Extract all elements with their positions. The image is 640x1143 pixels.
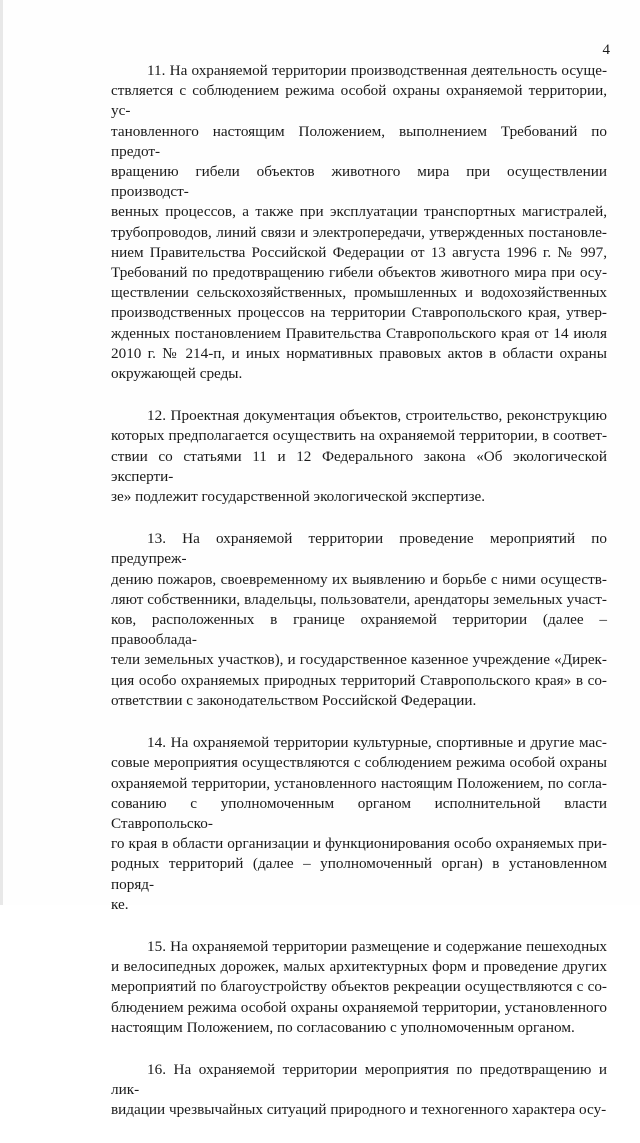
text-line: дению пожаров, своевременному их выявлению и борьбе с ними осуществ-	[111, 570, 607, 588]
text-line: ществлении сельскохозяйственных, промышленных и водохозяйственных	[111, 284, 607, 302]
text-line: венных процессов, а также при эксплуатации транспортных магистралей,	[111, 203, 607, 221]
text-line: ляют собственники, владельцы, пользователи, арендаторы земельных участ-	[111, 590, 607, 608]
text-line: 16. На охраняемой территории мероприятия по предотвращению и лик-	[111, 1060, 607, 1099]
text-line: 11. На охраняемой территории производственная деятельность осуще-	[147, 62, 607, 79]
paragraph-1	[111, 61, 607, 384]
text-line: 12. Проектная документация объектов, строительство, реконструкцию	[147, 407, 607, 425]
text-line: тановленного настоящим Положением, выполнением Требований по предот-	[111, 122, 607, 160]
paragraph-2	[111, 406, 607, 507]
text-line: Требований по предотвращению гибели объектов животного мира при осу-	[111, 264, 607, 282]
text-line: производственных процессов на территории Ставропольского края, утвер-	[111, 304, 607, 322]
text-line: окружающей среды.	[111, 365, 243, 383]
text-line: 2010 г. № 214-п, и иных нормативных правовых актов в области охраны	[111, 344, 607, 362]
text-line: вращению гибели объектов животного мира при осуществлении производст-	[111, 163, 607, 201]
text-line: мероприятий по благоустройству объектов рекреации осуществляются с со-	[111, 978, 607, 996]
text-line: родных территорий (далее – уполномоченный орган) в установленном поряд-	[111, 855, 607, 893]
text-line: ков, расположенных в границе охраняемой территории (далее – правооблада-	[111, 611, 607, 649]
page-number: 4	[602, 42, 610, 58]
paragraph-3	[111, 529, 607, 711]
text-line: го края в области организации и функционирования особо охраняемых при-	[111, 835, 607, 853]
document-body	[111, 61, 607, 1143]
text-line: блюдением режима особой охраны охраняемой территории, установленного	[111, 998, 607, 1016]
text-line: ция особо охраняемых природных территорий Ставропольского края» в со-	[111, 671, 607, 689]
text-line: настоящим Положением, по согласованию с уполномоченным органом.	[111, 1018, 575, 1036]
text-line: ствии со статьями 11 и 12 Федерального закона «Об экологической эксперти-	[111, 447, 607, 485]
text-line: зе» подлежит государственной экологической экспертизе.	[111, 488, 486, 506]
text-line: совые мероприятия осуществляются с соблюдением режима особой охраны	[111, 754, 607, 772]
text-line: жденных постановлением Правительства Ставропольского края от 14 июля	[111, 324, 607, 342]
text-line: ке.	[111, 895, 129, 913]
text-line: 15. На охраняемой территории размещение и содержание пешеходных	[147, 937, 607, 955]
text-line: 14. На охраняемой территории культурные, спортивные и другие мас-	[147, 734, 607, 752]
paragraph-5	[111, 937, 607, 1038]
paragraph-6	[111, 1060, 607, 1121]
text-line: тели земельных участков), и государственное казенное учреждение «Дирек-	[111, 651, 607, 669]
text-line: ствляется с соблюдением режима особой охраны охраняемой территории, ус-	[111, 82, 607, 120]
text-line: ответствии с законодательством Российской Федерации.	[111, 691, 477, 709]
text-line: 13. На охраняемой территории проведение мероприятий по предупреж-	[111, 530, 607, 568]
text-line: охраняемой территории, установленного настоящим Положением, по согла-	[111, 774, 607, 792]
text-line: сованию с уполномоченным органом исполнительной власти Ставропольско-	[111, 794, 607, 832]
text-line: и велосипедных дорожек, малых архитектурных форм и проведение других	[111, 958, 607, 976]
scan-edge	[0, 0, 3, 905]
text-line: видации чрезвычайных ситуаций природного и техногенного характера осу-	[111, 1101, 607, 1119]
text-line: нием Правительства Российской Федерации от 13 августа 1996 г. № 997,	[111, 243, 607, 261]
paragraph-4	[111, 733, 607, 915]
text-line: трубопроводов, линий связи и электропередачи, утвержденных постановле-	[111, 223, 607, 241]
text-line: которых предполагается осуществить на охраняемой территории, в соответ-	[111, 427, 607, 445]
